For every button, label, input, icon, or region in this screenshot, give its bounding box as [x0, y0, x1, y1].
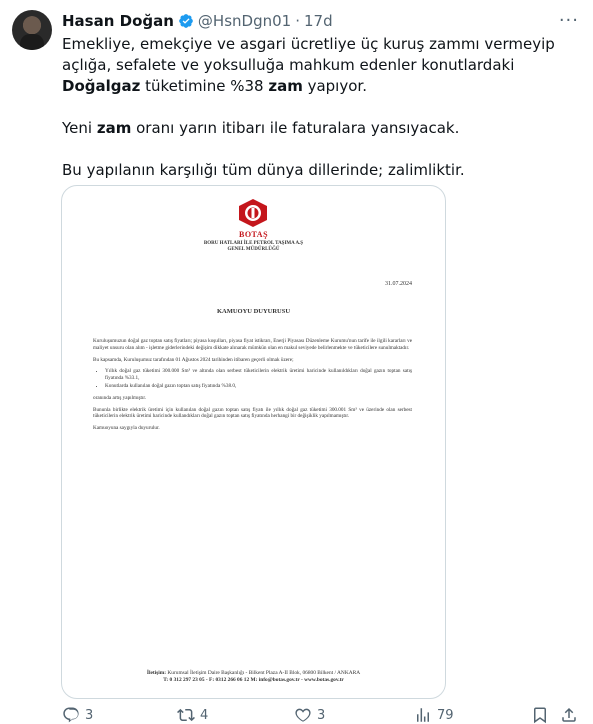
avatar[interactable] [12, 10, 52, 50]
document-paragraph: Kamuoyuna saygıyla duyurulur. [93, 425, 160, 432]
like-button[interactable] [294, 706, 325, 724]
repost-count: 4 [200, 707, 209, 723]
share-icon [560, 706, 578, 724]
author-name[interactable]: Hasan Doğan [62, 12, 174, 30]
tweet-text [62, 34, 582, 202]
document-list-item: • Yıllık doğal gaz tüketimi 300.000 Sm³ ve altında olan serbest tüketicilerin elektrik üretimi haricinde kullanıldıkları doğal gazın toptan satış fiyatında %33.1, [105, 368, 412, 382]
document-footer: İletişim: Kurumsal İletişim Daire Başkanlığı - Bilkent Plaza A-II Blok, 06800 Bilkent / ANKARA T: 0 312 297 23 05 - F: 0312 266 06 12 M: info@botas.gov.tr - www.botas.gov.tr [146, 670, 361, 683]
document-date: 31.07.2024 [385, 281, 412, 287]
tweet-paragraph-1: Emekliye, emekçiye ve asgari ücretliye üç kuruş zammı vermeyip açlığa, sefalete ve yoksulluğa mahkum edenler konutlardaki Doğalgaz tüketimine %38 zam yapıyor. [62, 35, 555, 95]
reply-button[interactable] [62, 706, 93, 724]
document-list [93, 368, 412, 389]
tweet-paragraph-3: Bu yapılanın karşılığı tüm dünya dillerinde; zalimliktir. [62, 161, 465, 179]
views-icon [414, 706, 432, 724]
document-subtitle: BORU HATLARI İLE PETROL TAŞIMA A.Ş GENEL MÜDÜRLÜĞÜ [203, 241, 304, 252]
repost-icon [177, 706, 195, 724]
bookmark-icon [531, 706, 549, 724]
document-title: KAMUOYU DUYURUSU [216, 308, 291, 315]
tweet-header [62, 10, 333, 32]
more-options-icon[interactable]: ··· [558, 10, 579, 31]
highlight-zam-2: zam [96, 119, 132, 137]
reply-icon [62, 706, 80, 724]
tweet-paragraph-2: Yeni zam oranı yarın itibarı ile faturalara yansıyacak. [62, 119, 460, 137]
bookmark-button[interactable] [531, 706, 549, 724]
like-count: 3 [317, 707, 326, 723]
document-paragraph: Bu kapsamda, Kuruluşumuz tarafından 01 Ağustos 2024 tarihinden itibaren geçerli olmak üzere; [93, 356, 294, 363]
botas-logo-icon [236, 198, 270, 228]
attached-image[interactable] [61, 185, 446, 699]
separator-dot: · [295, 12, 300, 30]
timestamp[interactable]: 17d [303, 12, 333, 30]
document-list-item: • Konutlarda kullanılan doğal gazın toptan satış fiyatında %38.0, [105, 383, 412, 390]
document-paragraph: Kuruluşumuzun doğal gaz toptan satış fiyatları; piyasa koşulları, piyasa fiyat istikrarı, Enerji Piyasası Düzenleme Kurumu'nun tarife ile ilgili kararları ve maliyet unsuru olan alım - işletme giderlerindeki değişim dikkate alınarak mümkün olan en makul seviyede belirlenmekte ve tüketicilere sunulmaktadır. [93, 338, 412, 351]
views-count: 79 [437, 707, 454, 723]
reply-count: 3 [85, 707, 94, 723]
document-paragraph: Bununla birlikte elektrik üretimi için kullanılan doğal gazın toptan satış fiyatı ile yıllık doğal gaz tüketimi 300.001 Sm³ ve üzerinde olan serbest tüketicilerin elektrik üretimi haricinde kullandıkları doğal gazın toptan satış fiyatında herhangi bir değişiklik yapılmamıştır. [93, 406, 412, 420]
repost-button[interactable] [177, 706, 208, 724]
document-paragraph: oranında artış yapılmıştır. [93, 394, 147, 401]
hashtag-dogalgaz: Doğalgaz [62, 77, 141, 95]
heart-icon [294, 706, 312, 724]
tweet-actions [62, 706, 578, 724]
highlight-zam: zam [268, 77, 303, 95]
author-handle[interactable]: @HsnDgn01 [197, 12, 292, 30]
verified-badge-icon [178, 13, 194, 29]
document-body [93, 338, 412, 437]
share-button[interactable] [560, 706, 578, 724]
announcement-document [62, 186, 445, 698]
views-button[interactable] [414, 706, 454, 724]
document-brand: BOTAŞ [238, 230, 269, 239]
